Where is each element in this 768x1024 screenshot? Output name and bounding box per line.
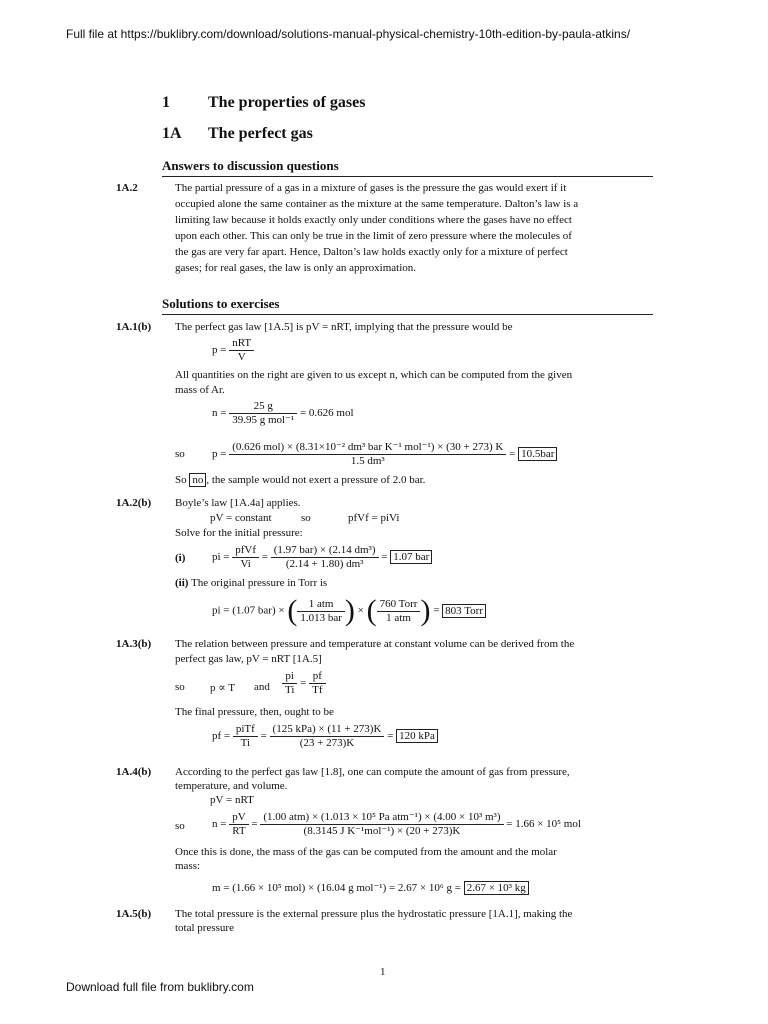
answer-line: occupied alone the same container as the mixture at the same temperature. Dalton’s law is a (175, 198, 579, 210)
chapter-number: 1 (162, 94, 170, 111)
answer-line: The partial pressure of a gas in a mixture of gases is the pressure the gas would exert if it (175, 182, 567, 194)
exercise-label: 1A.3(b) (116, 638, 152, 650)
equation: m = (1.66 × 10⁵ mol) × (16.04 g mol⁻¹) = 2.67 × 10⁶ g = 2.67 × 10³ kg (212, 881, 529, 894)
exercise-text: (ii) The original pressure in Torr is (175, 577, 328, 589)
exercise-text: total pressure (175, 922, 234, 934)
heading-rule (162, 176, 653, 177)
equation: n = $\frac{25 g}{\text{39.95 g mol⁻¹}}$ = 0.626 mol (212, 400, 354, 426)
equation: p ∝ T (210, 682, 235, 694)
answer-line: gases; for real gases, the law is only an approximation. (175, 262, 417, 274)
exercise-label: 1A.4(b) (116, 766, 152, 778)
chapter-title: The properties of gases (208, 94, 366, 111)
exercise-text: The relation between pressure and temperature at constant volume can be derived from the (175, 638, 575, 650)
equation: so (175, 820, 185, 832)
equation: and (254, 681, 270, 693)
boxed-result: 803 Torr (442, 604, 486, 618)
discussion-answer (175, 180, 653, 276)
question-label: 1A.2 (116, 182, 138, 194)
exercise-text: The total pressure is the external pressure plus the hydrostatic pressure [1A.1], making the (175, 908, 573, 920)
part-label: (i) (175, 552, 186, 564)
equation: so (301, 512, 311, 524)
page-number: 1 (380, 966, 386, 978)
equation: $\frac{pi}{Ti}$ = $\frac{pf}{Tf}$ (282, 670, 326, 697)
exercise-text: mass: (175, 860, 201, 872)
discussion-heading: Answers to discussion questions (162, 158, 339, 173)
exercise-label: 1A.5(b) (116, 908, 152, 920)
equation: pf = $\frac{\text{piTf}}{Ti}$ = $\frac{\text{(125 kPa) × (11 + 273)K}}{(23 + 273)K}$ = 120 kPa (212, 723, 438, 750)
exercise-text: According to the perfect gas law [1.8], one can compute the amount of gas from pressure, (175, 766, 570, 778)
download-footer-link[interactable]: Download full file from buklibry.com (66, 980, 254, 994)
exercise-text: The perfect gas law [1A.5] is pV = nRT, implying that the pressure would be (175, 321, 513, 333)
answer-line: the gas are very far apart. Hence, Dalton’s law holds exactly only for a mixture of perfect (175, 246, 568, 258)
exercise-text: So no , the sample would not exert a pressure of 2.0 bar. (175, 474, 426, 486)
equation: so (175, 681, 185, 693)
exercises-heading: Solutions to exercises (162, 296, 280, 311)
exercise-text: All quantities on the right are given to us except n, which can be computed from the given (175, 369, 573, 381)
exercise-text: The final pressure, then, ought to be (175, 706, 334, 718)
boxed-result: no (189, 473, 206, 487)
equation: so (175, 448, 185, 460)
equation: pV = nRT (210, 794, 254, 806)
equation: p = $\frac{\text{nRT}}{V}$ (212, 337, 254, 364)
exercise-text: Once this is done, the mass of the gas can be computed from the amount and the molar (175, 846, 557, 858)
answer-line: limiting law because it holds exactly only under conditions where the gases have no effect (175, 214, 572, 226)
equation: p = $\frac{\text{(0.626 mol) × (8.31×10⁻² dm³ bar K⁻¹ mol⁻¹) × (30 + 273) K}}{\text{1.5 dm³}}$ = 10.5bar (212, 441, 557, 468)
boxed-result: 2.67 × 10³ kg (464, 881, 529, 895)
exercise-label: 1A.2(b) (116, 497, 152, 509)
equation: pV = constant (210, 512, 272, 524)
exercise-text: Boyle’s law [1A.4a] applies. (175, 497, 301, 509)
equation: pi = $\frac{\text{pfVf}}{Vi}$ = $\frac{\text{(1.97 bar) × (2.14 dm³)}}{\text{(2.14 + 1.80) dm³}}$ = 1.07 bar (212, 544, 432, 571)
section-title: The perfect gas (208, 125, 313, 142)
equation: pfVf = piVi (348, 512, 400, 524)
equation: n = $\frac{pV}{RT}$ = $\frac{\text{(1.00 atm) × (1.013 × 10⁵ Pa atm⁻¹) × (4.00 × 10³ m³)}}{\text{(8.3145 J K⁻¹mol⁻¹) × (20 + 273)K}}$ = 1.66 × 10⁵ mol (212, 811, 581, 837)
equation: pi = (1.07 bar) × ( $\frac{\text{1 atm}}{\text{1.013 bar}}$ ) × ( $\frac{\text{760 Torr}}{\text{1 atm}}$ ) = 803 Torr (212, 596, 486, 626)
exercise-text: mass of Ar. (175, 384, 225, 396)
boxed-result: 120 kPa (396, 729, 438, 743)
heading-rule (162, 314, 653, 315)
download-link-banner[interactable]: Full file at https://buklibry.com/download/solutions-manual-physical-chemistry-10th-edition-by-paula-atkins/ (66, 27, 631, 41)
exercise-text: Solve for the initial pressure: (175, 527, 303, 539)
exercise-text: perfect gas law, pV = nRT [1A.5] (175, 653, 322, 665)
section-number: 1A (162, 125, 182, 142)
boxed-result: 1.07 bar (390, 550, 432, 564)
exercise-text: temperature, and volume. (175, 780, 288, 792)
answer-line: upon each other. This can only be true in the limit of zero pressure where the molecules of (175, 230, 572, 242)
exercise-label: 1A.1(b) (116, 321, 152, 333)
boxed-result: 10.5bar (518, 447, 557, 461)
